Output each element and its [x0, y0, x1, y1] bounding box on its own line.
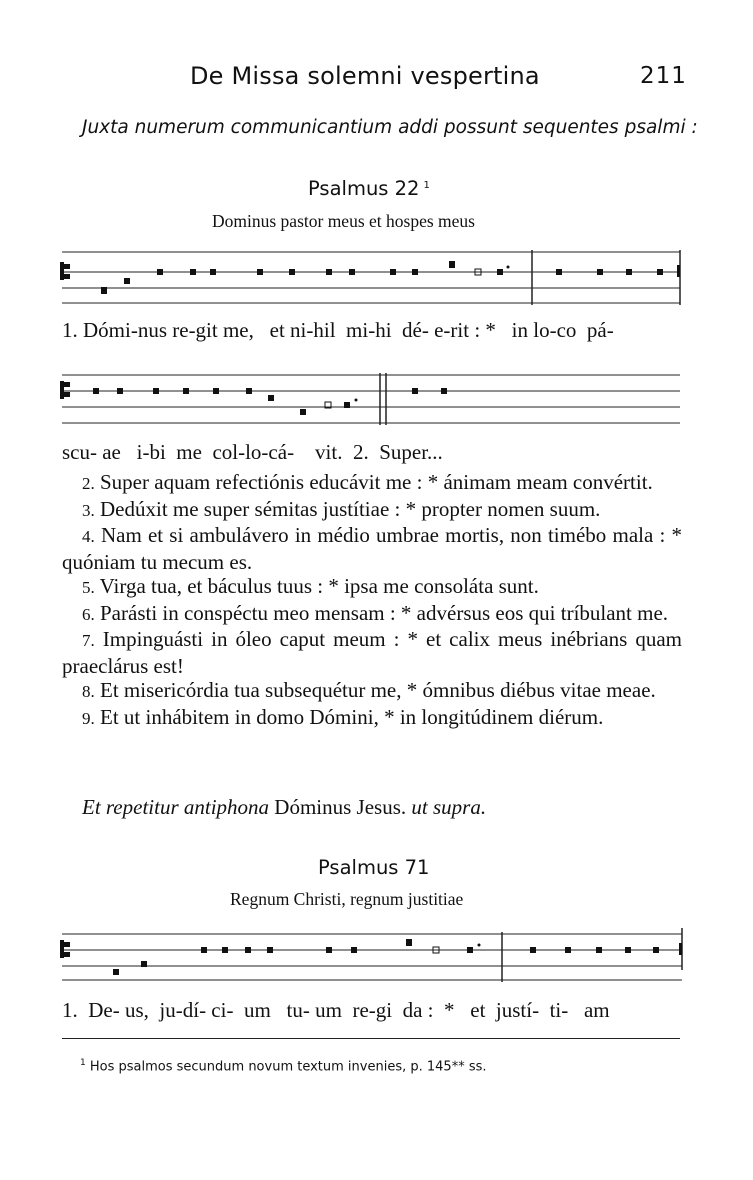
chant-staff-1: [0, 240, 753, 310]
note-punctum: [101, 287, 107, 294]
footnote-mark: 1: [80, 1058, 86, 1068]
footnote: [80, 1058, 487, 1074]
psalm-1-verses: [62, 470, 682, 731]
footnote-text: Hos psalmos secundum novum textum invenies, p. 145** ss.: [89, 1059, 487, 1075]
verse-5: 5. Virga tua, et báculus tuus : * ipsa me consoláta sunt.: [82, 574, 539, 598]
verse-6: 6. Parásti in conspéctu meo mensam : * advérsus eos qui tríbulant me.: [82, 600, 669, 625]
verse-8: 8. Et misericórdia tua subsequétur me, * ómnibus diébus vitae meae.: [82, 678, 656, 702]
page-number: 211: [640, 63, 687, 89]
psalm-2-title: Psalmus 71: [318, 856, 430, 879]
psalm-2-subtitle: Regnum Christi, regnum justitiae: [230, 889, 464, 909]
verse-3: 3. Dedúxit me super sémitas justítiae : * propter nomen suum.: [82, 496, 601, 521]
closing-rubric-italic-1: Et repetitur antiphona: [82, 795, 270, 819]
rubric-intro: Juxta numerum communicantium addi possunt sequentes psalmi :: [82, 117, 698, 138]
running-header-title: De Missa solemni vespertina: [190, 62, 540, 90]
closing-rubric-antiphon: Dóminus Jesus.: [274, 795, 407, 819]
verse-9: 9. Et ut inhábitem in domo Dómini, * in longitúdinem diérum.: [82, 704, 604, 729]
verse-7: 7. Impinguásti in óleo caput meum : * et calix meus inébrians quam praeclárus est!: [62, 627, 683, 678]
psalm-2-lyrics-line-1: 1. De- us, ju-dí- ci- um tu- um re-gi da : * et justí- ti- am: [62, 998, 610, 1022]
do-clef-icon: [60, 381, 64, 399]
psalm-1-title-text: Psalmus 22: [308, 177, 420, 200]
chant-staff-2: [0, 367, 753, 432]
psalm-1-footnote-mark: 1: [423, 179, 430, 191]
closing-rubric: [82, 795, 486, 820]
do-clef-icon: [60, 262, 64, 280]
closing-rubric-italic-2: ut supra.: [411, 795, 487, 819]
verse-4: 4. Nam et si ambulávero in médio umbrae mortis, non timébo mala : * quóniam tu mecum es.: [62, 523, 683, 574]
footnote-divider: [62, 1038, 680, 1039]
psalm-1-lyrics-line-2: scu- ae i-bi me col-lo-cá- vit. 2. Super...: [62, 440, 443, 464]
psalm-1-lyrics-line-1: 1. Dómi-nus re-git me, et ni-hil mi-hi dé- e-rit : * in lo-co pá-: [62, 318, 614, 342]
chant-staff-3: [0, 922, 753, 984]
psalm-1-subtitle: Dominus pastor meus et hospes meus: [212, 211, 475, 231]
do-clef-icon: [60, 940, 64, 958]
verse-2: 2. Super aquam refectiónis educávit me : * ánimam meam convértit.: [82, 470, 653, 494]
psalm-1-title: [308, 177, 430, 200]
